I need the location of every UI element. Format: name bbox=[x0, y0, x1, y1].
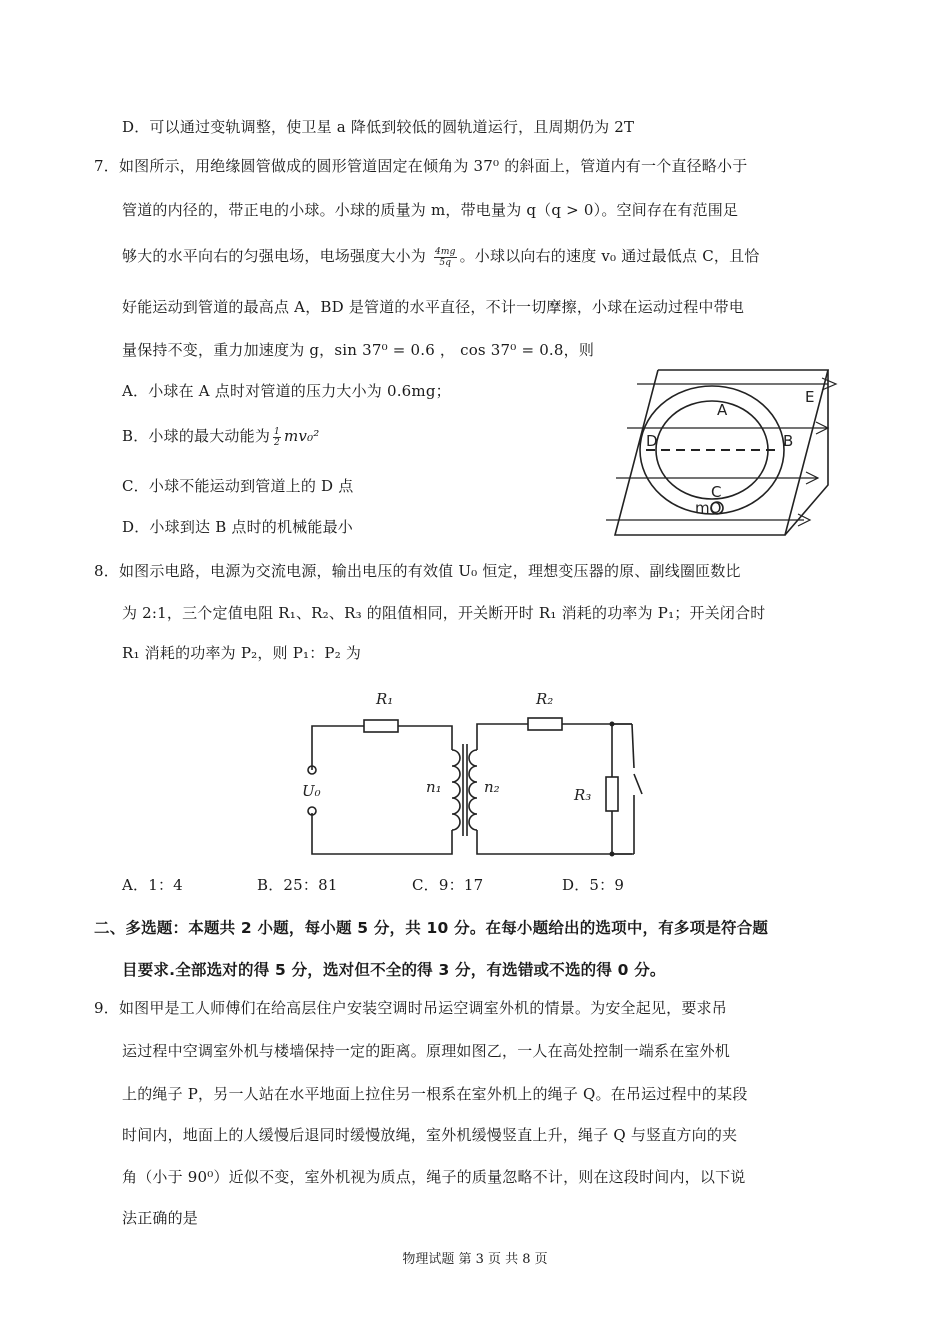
n2-label: n₂ bbox=[484, 778, 500, 796]
ball-label: mO bbox=[695, 499, 722, 517]
q9-stem-line-6: 法正确的是 bbox=[122, 1209, 199, 1227]
q7-option-c: C．小球不能运动到管道上的 D 点 bbox=[122, 477, 354, 495]
q7-option-b bbox=[122, 425, 320, 448]
u0-label: U₀ bbox=[302, 782, 321, 800]
q8-option-b: B．25：81 bbox=[257, 876, 338, 894]
section-2-heading-line-2: 目要求.全部选对的得 5 分，选对但不全的得 3 分，有选错或不选的得 0 分。 bbox=[122, 961, 666, 979]
q8-number: 8． bbox=[94, 562, 119, 580]
kinetic-energy-expr: mv₀² bbox=[283, 427, 320, 445]
q9-stem-line-3: 上的绳子 P，另一人站在水平地面上拉住另一根系在室外机上的绳子 Q。在吊运过程中的某段 bbox=[122, 1085, 748, 1103]
q8-option-d: D．5：9 bbox=[562, 876, 625, 894]
q9-number: 9． bbox=[94, 999, 119, 1017]
q9-text-1: 如图甲是工人师傅们在给高层住户安装空调时吊运空调室外机的情景。为安全起见，要求吊 bbox=[118, 999, 727, 1017]
q7-option-a: A．小球在 A 点时对管道的压力大小为 0.6mg； bbox=[122, 382, 451, 400]
q7-stem-line-5: 量保持不变，重力加速度为 g，sin 37⁰ = 0.6 ， cos 37⁰ = 0.8，则 bbox=[122, 341, 595, 359]
q8-option-a: A．1：4 bbox=[122, 876, 183, 894]
point-a-label: A bbox=[717, 401, 728, 419]
q9-stem-line-4: 时间内，地面上的人缓慢后退同时缓慢放绳，室外机缓慢竖直上升，绳子 Q 与竖直方向的夹 bbox=[122, 1126, 738, 1144]
point-c-label: C bbox=[711, 483, 722, 501]
q8-text-1: 如图示电路，电源为交流电源，输出电压的有效值 U₀ 恒定，理想变压器的原、副线圈匝数比 bbox=[118, 562, 741, 580]
q9-stem-line-5: 角（小于 90⁰）近似不变，室外机视为质点，绳子的质量忽略不计，则在这段时间内，以下说 bbox=[122, 1168, 746, 1186]
r2-label: R₂ bbox=[536, 690, 554, 708]
field-e-label: E bbox=[805, 388, 815, 406]
page-footer: 物理试题 第 3 页 共 8 页 bbox=[402, 1252, 548, 1267]
q9-stem-line-1 bbox=[94, 997, 727, 1018]
q7-stem-line-2: 管道的内径的，带正电的小球。小球的质量为 m，带电量为 q（q > 0）。空间存在有范围足 bbox=[122, 201, 739, 219]
q9-stem-line-2: 运过程中空调室外机与楼墙保持一定的距离。原理如图乙，一人在高处控制一端系在室外机 bbox=[122, 1042, 731, 1060]
q7-option-b-text: B．小球的最大动能为 bbox=[122, 427, 271, 445]
point-b-label: B bbox=[783, 432, 794, 450]
point-d-label: D bbox=[646, 432, 658, 450]
q7-stem-line-3 bbox=[122, 245, 759, 268]
q7-number: 7． bbox=[94, 157, 119, 175]
q8-transformer-circuit bbox=[290, 680, 660, 860]
q7-option-d: D．小球到达 B 点时的机械能最小 bbox=[122, 518, 353, 536]
q8-stem-line-2: 为 2:1，三个定值电阻 R₁、R₂、R₃ 的阻值相同，开关断开时 R₁ 消耗的功率为 P₁；开关闭合时 bbox=[122, 604, 766, 622]
prev-question-option-d: D．可以通过变轨调整，使卫星 a 降低到较低的圆轨道运行，且周期仍为 2T bbox=[122, 118, 635, 136]
q7-incline-tube-figure bbox=[600, 360, 850, 550]
q7-text-3a: 够大的水平向右的匀强电场，电场强度大小为 bbox=[122, 247, 427, 265]
q7-stem-line-4: 好能运动到管道的最高点 A，BD 是管道的水平直径，不计一切摩擦，小球在运动过程中带电 bbox=[122, 298, 745, 316]
q8-stem-line-3: R₁ 消耗的功率为 P₂，则 P₁：P₂ 为 bbox=[122, 644, 362, 662]
q8-option-c: C．9：17 bbox=[412, 876, 484, 894]
section-2-heading-line-1: 二、多选题：本题共 2 小题，每小题 5 分，共 10 分。在每小题给出的选项中，有多项是符合题 bbox=[94, 919, 769, 937]
q8-stem-line-1 bbox=[94, 560, 741, 581]
field-strength-fraction: $\frac{4mg}{5q}$ bbox=[434, 246, 456, 268]
r3-label: R₃ bbox=[574, 786, 592, 804]
q7-text-1: 如图所示，用绝缘圆管做成的圆形管道固定在倾角为 37⁰ 的斜面上，管道内有一个直径略小于 bbox=[118, 157, 748, 175]
q7-stem-line-1 bbox=[94, 155, 747, 176]
half-fraction: $\frac{1}{2}$ bbox=[274, 426, 280, 448]
n1-label: n₁ bbox=[426, 778, 442, 796]
r1-label: R₁ bbox=[376, 690, 394, 708]
q7-text-3b: 。小球以向右的速度 v₀ 通过最低点 C，且恰 bbox=[459, 247, 760, 265]
